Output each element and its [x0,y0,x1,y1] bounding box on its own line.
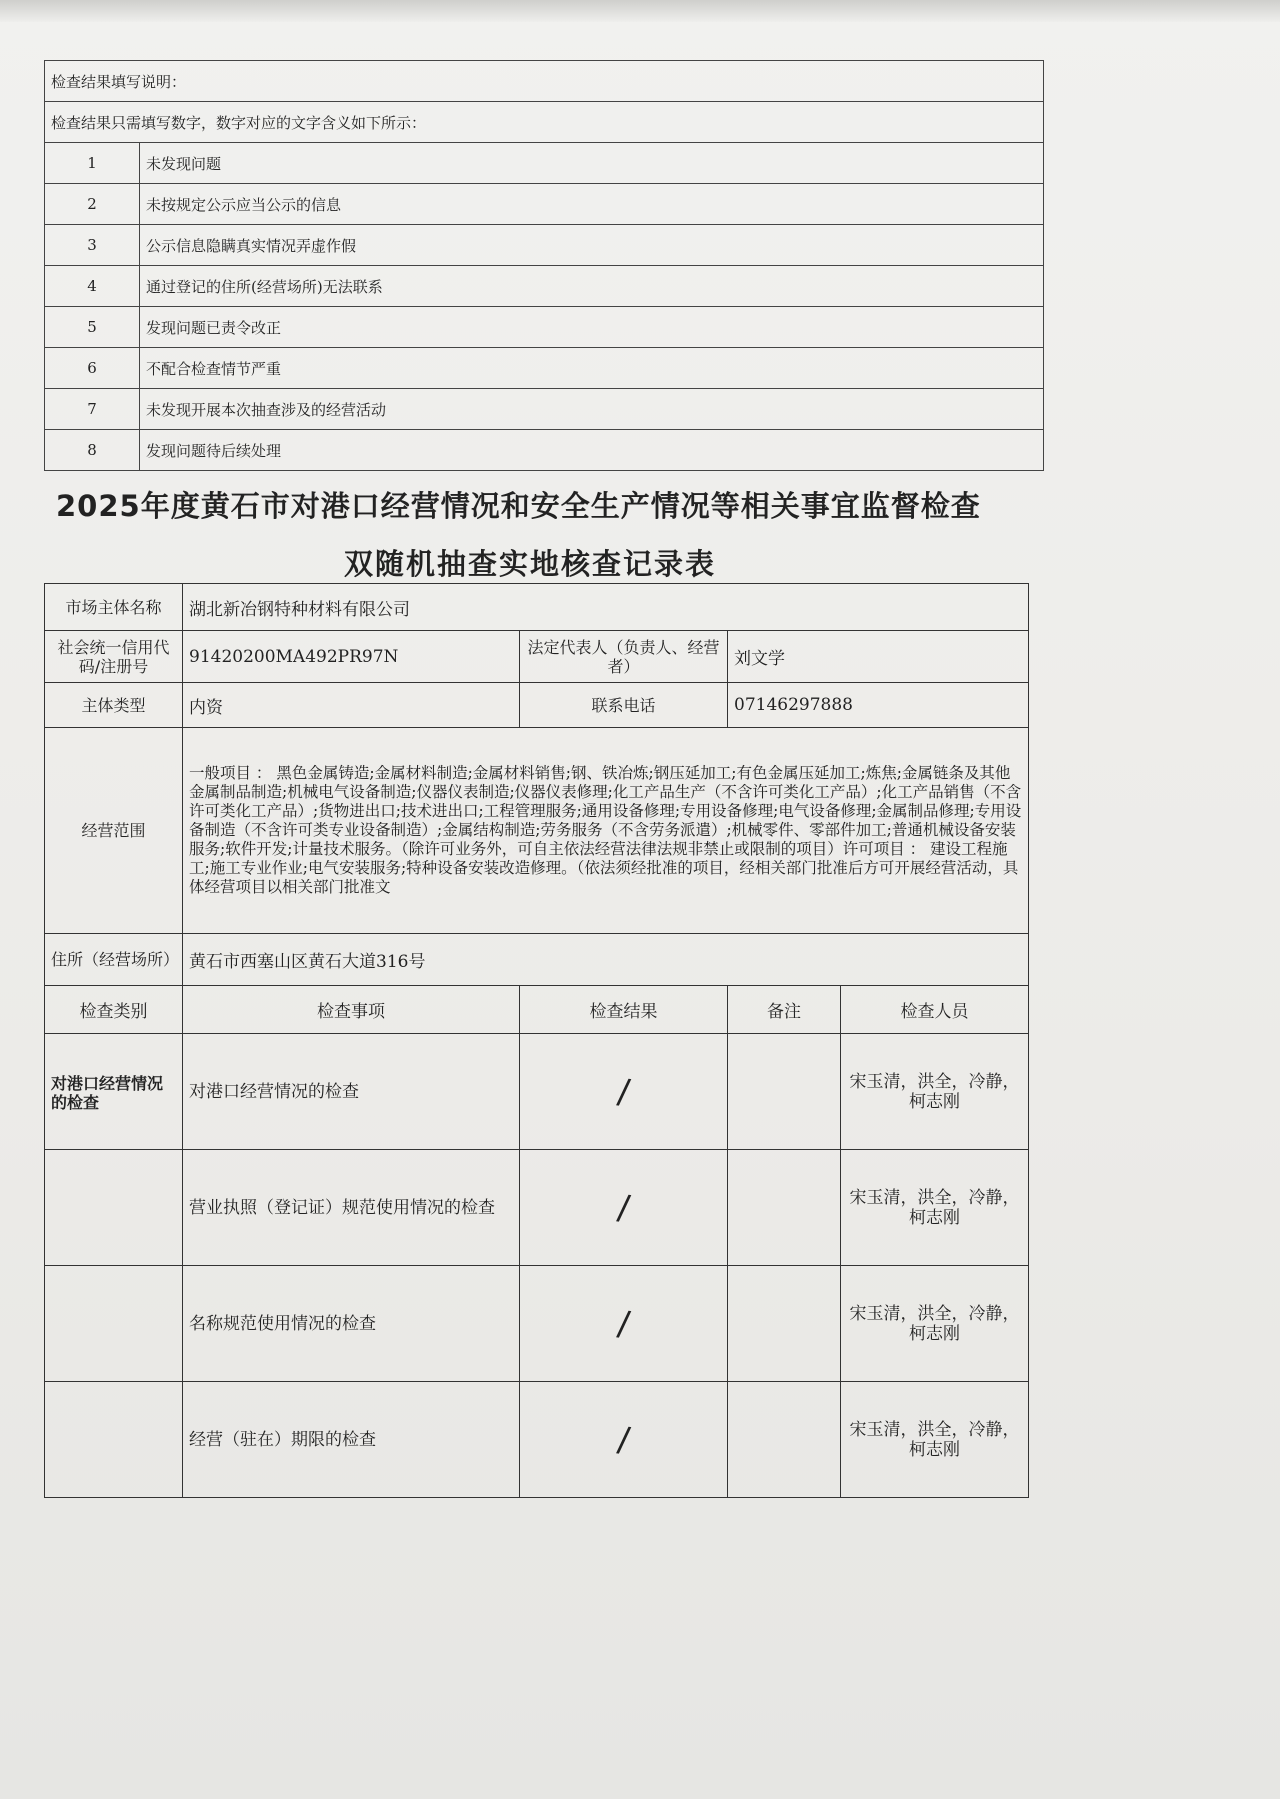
type-phone-row [45,683,1029,728]
check-row [45,1382,1029,1498]
entity-name-label: 市场主体名称 [45,584,183,631]
entity-type-value: 内资 [183,683,520,728]
header-remark: 备注 [728,986,841,1034]
address-value: 黄石市西塞山区黄石大道316号 [183,934,1029,986]
handwritten-mark: / [615,1302,632,1345]
credit-code-value: 91420200MA492PR97N [183,631,520,683]
legend-code-text: 未发现开展本次抽查涉及的经营活动 [140,389,1044,430]
address-label: 住所（经营场所） [45,934,183,986]
header-item: 检查事项 [183,986,520,1034]
handwritten-mark: / [615,1070,632,1113]
legend-code-text: 发现问题已责令改正 [140,307,1044,348]
legend-code-number: 5 [45,307,140,348]
check-remark [728,1150,841,1266]
legend-code-row [45,225,1044,266]
check-remark [728,1034,841,1150]
legend-code-text: 通过登记的住所(经营场所)无法联系 [140,266,1044,307]
legend-code-text: 不配合检查情节严重 [140,348,1044,389]
legend-heading-row [45,61,1044,102]
handwritten-mark: / [615,1418,632,1461]
legend-code-number: 1 [45,143,140,184]
check-result [520,1034,728,1150]
check-result [520,1382,728,1498]
inspection-record-table [44,583,1029,1498]
check-header-row [45,986,1029,1034]
check-inspectors: 宋玉清，洪全，冷静，柯志刚 [841,1266,1029,1382]
check-remark [728,1382,841,1498]
check-inspectors: 宋玉清，洪全，冷静，柯志刚 [841,1150,1029,1266]
entity-name-row [45,584,1029,631]
legend-code-number: 6 [45,348,140,389]
legend-code-number: 2 [45,184,140,225]
legend-code-row [45,430,1044,471]
legend-code-row [45,389,1044,430]
legend-code-row [45,143,1044,184]
legend-code-text: 未发现问题 [140,143,1044,184]
entity-type-label: 主体类型 [45,683,183,728]
legend-code-number: 8 [45,430,140,471]
check-item: 对港口经营情况的检查 [183,1034,520,1150]
check-category-empty [45,1150,183,1266]
address-row [45,934,1029,986]
legend-code-row [45,307,1044,348]
document-title: 2025年度黄石市对港口经营情况和安全生产情况等相关事宜监督检查 [56,489,981,523]
check-inspectors: 宋玉清，洪全，冷静，柯志刚 [841,1034,1029,1150]
legend-note: 检查结果只需填写数字，数字对应的文字含义如下所示： [45,102,1044,143]
check-item: 经营（驻在）期限的检查 [183,1382,520,1498]
credit-code-label: 社会统一信用代码/注册号 [45,631,183,683]
check-category: 对港口经营情况的检查 [45,1034,183,1150]
document-subtitle: 双随机抽查实地核查记录表 [343,547,716,581]
check-result [520,1150,728,1266]
legend-code-number: 7 [45,389,140,430]
check-category-empty [45,1382,183,1498]
legal-rep-value: 刘文学 [728,631,1029,683]
check-row [45,1150,1029,1266]
legend-code-text: 公示信息隐瞒真实情况弄虚作假 [140,225,1044,266]
previous-page-edge [0,0,1280,22]
legend-code-text: 发现问题待后续处理 [140,430,1044,471]
legend-code-number: 4 [45,266,140,307]
check-category-empty [45,1266,183,1382]
legend-code-number: 3 [45,225,140,266]
business-scope-label: 经营范围 [45,728,183,934]
result-code-legend [44,60,1044,471]
legend-note-row [45,102,1044,143]
check-inspectors: 宋玉清，洪全，冷静，柯志刚 [841,1382,1029,1498]
legend-heading: 检查结果填写说明： [45,61,1044,102]
handwritten-mark: / [615,1186,632,1229]
business-scope-row [45,728,1029,934]
legend-code-row [45,266,1044,307]
phone-label: 联系电话 [520,683,728,728]
credit-rep-row [45,631,1029,683]
header-category: 检查类别 [45,986,183,1034]
check-row [45,1034,1029,1150]
legend-code-row [45,184,1044,225]
phone-value: 07146297888 [728,683,1029,728]
check-result [520,1266,728,1382]
header-inspector: 检查人员 [841,986,1029,1034]
check-item: 名称规范使用情况的检查 [183,1266,520,1382]
business-scope-value: 一般项目 ： 黑色金属铸造;金属材料制造;金属材料销售;钢、铁冶炼;钢压延加工;有色金属压延加工;炼焦;金属链条及其他金属制品制造;机械电气设备制造;仪器仪表制造;仪器仪表修理;化工产品生产（不含许可类化工产品）;化工产品销售（不含许可类化工产品）;货物进出口;技术进出口;工程管理服务;通用设备修理;专用设备修理;电气设备修理;金属制品修理;专用设备制造（不含许可类专业设备制造）;金属结构制造;劳务服务（不含劳务派遣）;机械零件、零部件加工;普通机械设备安装服务;软件开发;计量技术服务。（除许可业务外，可自主依法经营法律法规非禁止或限制的项目）许可项目 ： 建设工程施工;施工专业作业;电气安装服务;特种设备安装改造修理。（依法须经批准的项目，经相关部门批准后方可开展经营活动，具体经营项目以相关部门批准文 [183,728,1029,934]
entity-name-value: 湖北新冶钢特种材料有限公司 [183,584,1029,631]
legal-rep-label: 法定代表人（负责人、经营者） [520,631,728,683]
check-remark [728,1266,841,1382]
legend-code-text: 未按规定公示应当公示的信息 [140,184,1044,225]
check-row [45,1266,1029,1382]
header-result: 检查结果 [520,986,728,1034]
legend-code-row [45,348,1044,389]
check-item: 营业执照（登记证）规范使用情况的检查 [183,1150,520,1266]
